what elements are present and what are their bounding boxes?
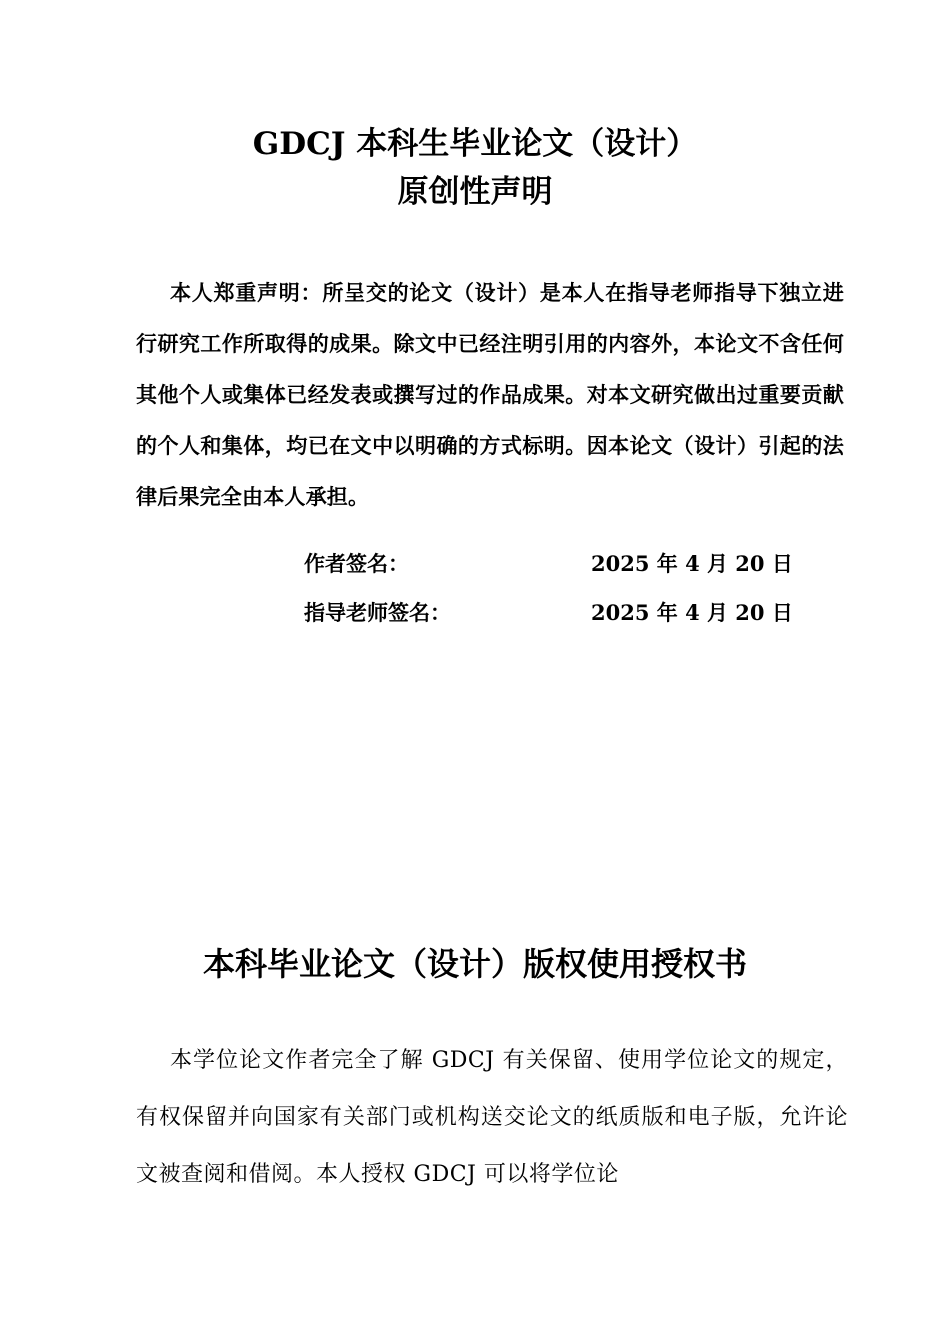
advisor-signature-row bbox=[304, 597, 804, 629]
author-signature-row bbox=[304, 548, 804, 580]
declaration-title-line1: GDCJ 本科生毕业论文（设计） bbox=[252, 126, 698, 162]
copyright-title: 本科毕业论文（设计）版权使用授权书 bbox=[202, 945, 747, 983]
declaration-paragraph: 本人郑重声明：所呈交的论文（设计）是本人在指导老师指导下独立进行研究工作所取得的成果。除文中已经注明引用的内容外，本论文不含任何其他个人或集体已经发表或撰写过的作品成果。对本文研究做出过重要贡献的个人和集体，均已在文中以明确的方式标明。因本论文（设计）引起的法律后果完全由本人承担。 bbox=[136, 281, 844, 509]
declaration-title-line2: 原创性声明 bbox=[397, 174, 553, 210]
copyright-paragraph: 本学位论文作者完全了解 GDCJ 有关保留、使用学位论文的规定，有权保留并向国家有关部门或机构送交论文的纸质版和电子版，允许论文被查阅和借阅。本人授权 GDCJ 可以将学位论 bbox=[136, 1048, 848, 1187]
author-signature-label: 作者签名： bbox=[304, 552, 409, 576]
advisor-signature-label: 指导老师签名： bbox=[304, 601, 451, 625]
author-signature-date: 2025 年 4 月 20 日 bbox=[591, 551, 793, 576]
advisor-signature-date: 2025 年 4 月 20 日 bbox=[591, 600, 793, 625]
